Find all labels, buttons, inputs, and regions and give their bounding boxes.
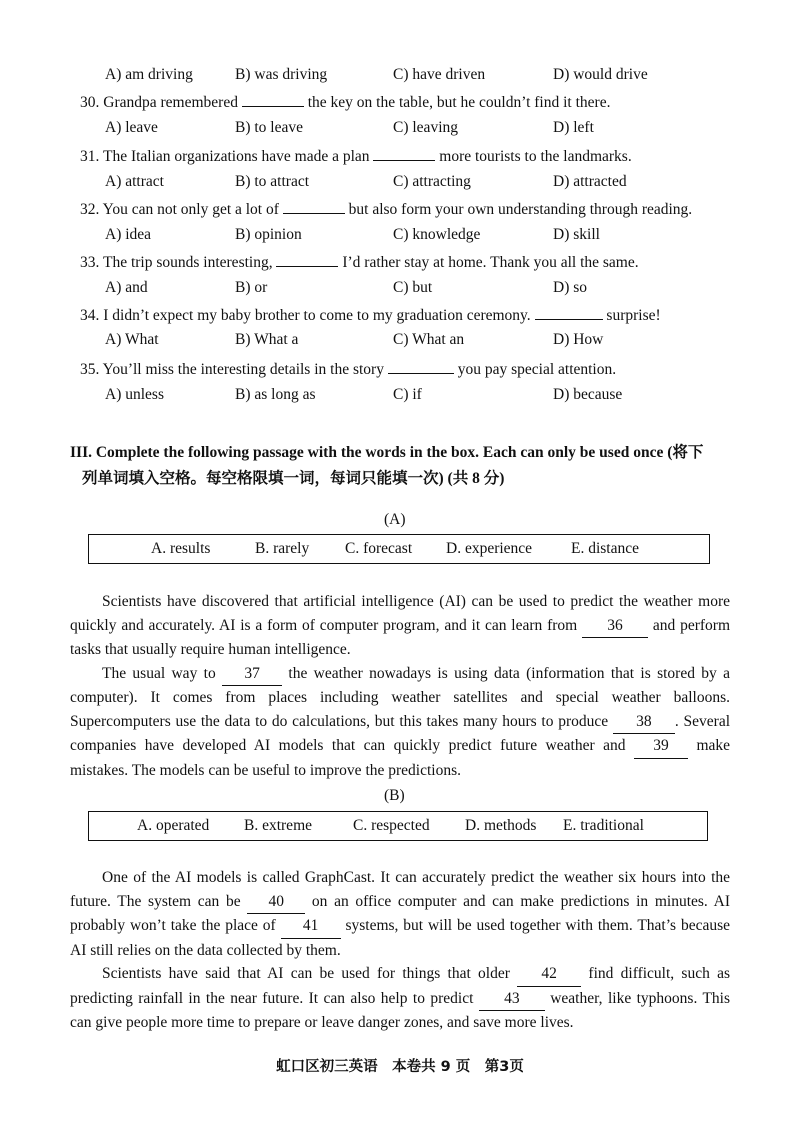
option-c: C) attracting: [393, 173, 471, 190]
word-box-b: [88, 811, 708, 841]
paragraph-text: One of the AI models is called GraphCast. It can accurately predict the weather six hours into the future. The system can be: [70, 869, 730, 910]
answer-blank: [373, 146, 435, 161]
option-b: B) to attract: [235, 173, 310, 190]
answer-blank: [276, 252, 338, 267]
word-option: B. extreme: [244, 817, 313, 834]
question-text-end: you pay special attention.: [457, 361, 617, 378]
word-box-a: [88, 534, 710, 564]
blank-39: 39: [634, 734, 688, 759]
blank-40: 40: [247, 890, 305, 915]
option-c: C) but: [393, 279, 433, 296]
question-text: 33. The trip sounds interesting,: [80, 254, 273, 271]
word-option: C. respected: [353, 817, 430, 834]
question-text: 35. You’ll miss the interesting details in the story: [80, 361, 384, 378]
paragraph-text: systems, but will be used together with them. That’s because AI still relies on the data collected by them.: [70, 917, 730, 959]
option-a: A) am driving: [105, 66, 193, 83]
option-a: A) leave: [105, 119, 158, 136]
word-option: D. methods: [465, 817, 537, 834]
paragraph: [70, 866, 730, 962]
option-d: D) attracted: [553, 173, 627, 190]
question-35: [80, 359, 616, 379]
option-b: B) What a: [235, 331, 299, 348]
question-text: 34. I didn’t expect my baby brother to come to my graduation ceremony.: [80, 307, 531, 324]
option-a: A) attract: [105, 173, 164, 190]
option-d: D) would drive: [553, 66, 648, 83]
question-34: [80, 305, 661, 325]
option-d: D) How: [553, 331, 604, 348]
option-d: D) so: [553, 279, 588, 296]
word-option: E. traditional: [563, 817, 644, 834]
paragraph-text: Scientists have said that AI can be used for things that older: [102, 965, 510, 982]
passage-b: [70, 866, 730, 1035]
part-a-label: (A): [384, 511, 406, 528]
option-a: A) unless: [105, 386, 164, 403]
question-text-end: but also form your own understanding through reading.: [348, 201, 693, 218]
word-option: A. results: [151, 540, 211, 557]
option-b: B) to leave: [235, 119, 304, 136]
question-33: [80, 252, 639, 272]
option-d: D) left: [553, 119, 594, 136]
blank-42: 42: [517, 962, 581, 987]
passage-a: [70, 590, 730, 782]
option-a: A) idea: [105, 226, 152, 243]
question-30: [80, 92, 610, 112]
answer-blank: [535, 305, 603, 320]
paragraph: [70, 962, 730, 1035]
word-option: C. forecast: [345, 540, 413, 557]
blank-36: 36: [582, 614, 648, 639]
paragraph-text: weather, like typhoons. This can give people more time to prepare or leave danger zones, and save more lives.: [70, 989, 731, 1031]
option-c: C) What an: [393, 331, 465, 348]
option-b: B) as long as: [235, 386, 316, 403]
option-a: A) What: [105, 331, 159, 348]
paragraph-text: . Several companies have developed AI models that can quickly predict future weather and: [70, 712, 731, 754]
option-c: C) have driven: [393, 66, 486, 83]
question-text: 30. Grandpa remembered: [80, 94, 238, 111]
option-b: B) opinion: [235, 226, 302, 243]
word-option: A. operated: [137, 817, 210, 834]
answer-blank: [388, 359, 454, 374]
question-31: [80, 146, 632, 166]
option-c: C) knowledge: [393, 226, 481, 243]
blank-37: 37: [222, 662, 282, 687]
blank-43: 43: [479, 987, 545, 1012]
paragraph-text: and perform tasks that usually require human intelligence.: [70, 616, 730, 658]
section-heading: III. Complete the following passage with the words in the box. Each can only be used once (将下: [70, 444, 704, 461]
blank-41: 41: [281, 914, 341, 939]
option-d: D) skill: [553, 226, 600, 243]
option-b: B) or: [235, 279, 268, 296]
question-text-end: the key on the table, but he couldn’t find it there.: [307, 94, 611, 111]
part-b-label: (B): [384, 787, 405, 804]
section-heading-cn: 列单词填入空格。每空格限填一词，每词只能填一次) (共 8 分): [82, 470, 505, 487]
page-footer: 虹口区初三英语 本卷共 9 页 第3页: [276, 1059, 524, 1075]
paragraph-text: on an office computer and can make predictions in minutes. AI probably won’t take the place of: [70, 892, 730, 934]
answer-blank: [242, 92, 304, 107]
paragraph-text: Scientists have discovered that artificial intelligence (AI) can be used to predict the weather more quickly and accurately. AI is a form of computer program, and it can learn from: [70, 593, 730, 634]
word-option: D. experience: [446, 540, 533, 557]
question-32: [80, 199, 692, 219]
question-text: 31. The Italian organizations have made a plan: [80, 148, 370, 165]
word-option: B. rarely: [255, 540, 310, 557]
question-text-end: I’d rather stay at home. Thank you all the same.: [342, 254, 639, 271]
option-d: D) because: [553, 386, 623, 403]
paragraph-text: the weather nowadays is using data (information that is stored by a computer). It comes from places including weather satellites and special weather balloons. Supercomputers use the data to do calculations, but this takes many hours to produce: [70, 664, 731, 730]
question-text-end: surprise!: [606, 307, 661, 324]
question-text-end: more tourists to the landmarks.: [439, 148, 632, 165]
option-c: C) if: [393, 386, 422, 403]
paragraph: [70, 662, 730, 783]
option-a: A) and: [105, 279, 148, 296]
paragraph-text: find difficult, such as predicting rainfall in the near future. It can also help to predict: [70, 965, 731, 1007]
paragraph-text: make mistakes. The models can be useful to improve the predictions.: [70, 737, 731, 779]
blank-38: 38: [613, 710, 675, 735]
question-text: 32. You can not only get a lot of: [80, 201, 279, 218]
paragraph-text: The usual way to: [102, 664, 216, 682]
answer-blank: [283, 199, 345, 214]
paragraph: [70, 590, 730, 662]
option-b: B) was driving: [235, 66, 328, 83]
word-option: E. distance: [571, 540, 640, 557]
option-c: C) leaving: [393, 119, 458, 136]
